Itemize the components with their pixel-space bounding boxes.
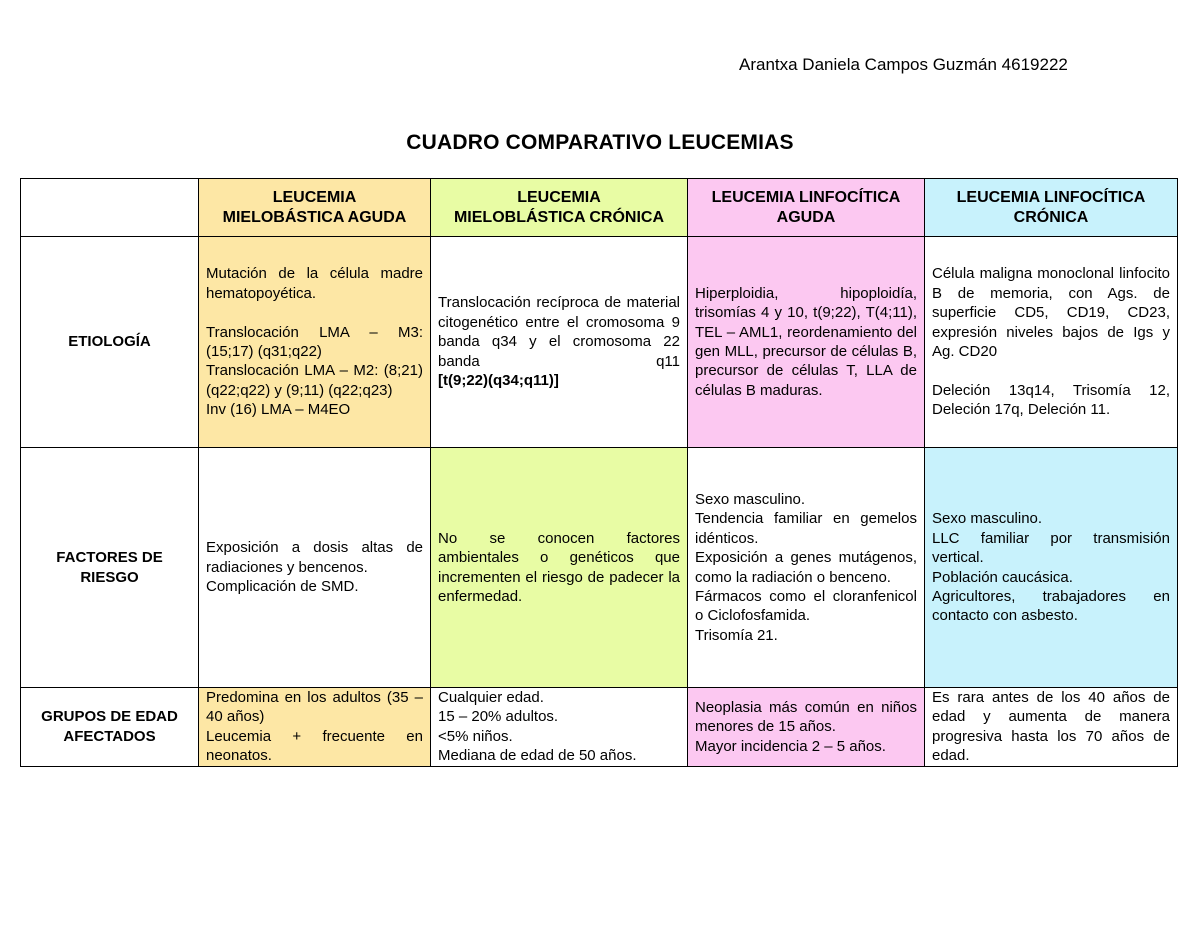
page-title: CUADRO COMPARATIVO LEUCEMIAS bbox=[406, 131, 794, 154]
cell-factores-llc: Sexo masculino. LLC familiar por transmisión vertical. Población caucásica. Agricultores, trabajadores en contacto con asbesto. bbox=[925, 448, 1178, 688]
cell-edad-llc: Es rara antes de los 40 años de edad y aumenta de manera progresiva hasta los 70 años de edad. bbox=[925, 688, 1178, 767]
cell-etiologia-lma: Mutación de la célula madre hematopoyética. Translocación LMA – M3: (15;17) (q31;q22) Translocación LMA – M2: (8;21) (q22;q22) y (9;11) (q22;q23) Inv (16) LMA – M4EO bbox=[199, 237, 431, 448]
cell-edad-lma: Predomina en los adultos (35 – 40 años) Leucemia + frecuente en neonatos. bbox=[199, 688, 431, 767]
col-header-lmc: LEUCEMIA MIELOBLÁSTICA CRÓNICA bbox=[431, 179, 688, 237]
col-header-lla: LEUCEMIA LINFOCÍTICA AGUDA bbox=[688, 179, 925, 237]
row-label-factores: FACTORES DE RIESGO bbox=[21, 448, 199, 688]
corner-cell bbox=[21, 179, 199, 237]
cell-edad-lla: Neoplasia más común en niños menores de 15 años. Mayor incidencia 2 – 5 años. bbox=[688, 688, 925, 767]
row-label-edad: GRUPOS DE EDAD AFECTADOS bbox=[21, 688, 199, 767]
row-etiologia bbox=[21, 237, 1178, 448]
row-factores bbox=[21, 448, 1178, 688]
cell-etiologia-llc: Célula maligna monoclonal linfocito B de memoria, con Ags. de superficie CD5, CD19, CD23, expresión niveles bajos de Igs y Ag. CD20 Deleción 13q14, Trisomía 12, Deleción 17q, Deleción 11. bbox=[925, 237, 1178, 448]
row-label-etiologia: ETIOLOGÍA bbox=[21, 237, 199, 448]
cell-etiologia-lmc: Translocación recíproca de material citogenético entre el cromosoma 9 banda q34 y el cromosoma 22 banda q11 [t(9;22)(q34;q11)] bbox=[431, 237, 688, 448]
comparison-table bbox=[20, 178, 1178, 767]
cell-factores-lla: Sexo masculino. Tendencia familiar en gemelos idénticos. Exposición a genes mutágenos, como la radiación o benceno. Fármacos como el cloranfenicol o Ciclofosfamida. Trisomía 21. bbox=[688, 448, 925, 688]
cell-edad-lmc: Cualquier edad. 15 – 20% adultos. <5% niños. Mediana de edad de 50 años. bbox=[431, 688, 688, 767]
author-line: Arantxa Daniela Campos Guzmán 4619222 bbox=[739, 55, 1068, 74]
row-edad bbox=[21, 688, 1178, 767]
cell-etiologia-lla: Hiperploidia, hipoploidía, trisomías 4 y 10, t(9;22), T(4;11), TEL – AML1, reordenamiento del gen MLL, precursor de células B, precursor de células T, LLA de células B maduras. bbox=[688, 237, 925, 448]
col-header-llc: LEUCEMIA LINFOCÍTICA CRÓNICA bbox=[925, 179, 1178, 237]
cell-factores-lma: Exposición a dosis altas de radiaciones y bencenos. Complicación de SMD. bbox=[199, 448, 431, 688]
col-header-lma: LEUCEMIA MIELOBÁSTICA AGUDA bbox=[199, 179, 431, 237]
header-row bbox=[21, 179, 1178, 237]
cell-factores-lmc: No se conocen factores ambientales o genéticos que incrementen el riesgo de padecer la enfermedad. bbox=[431, 448, 688, 688]
